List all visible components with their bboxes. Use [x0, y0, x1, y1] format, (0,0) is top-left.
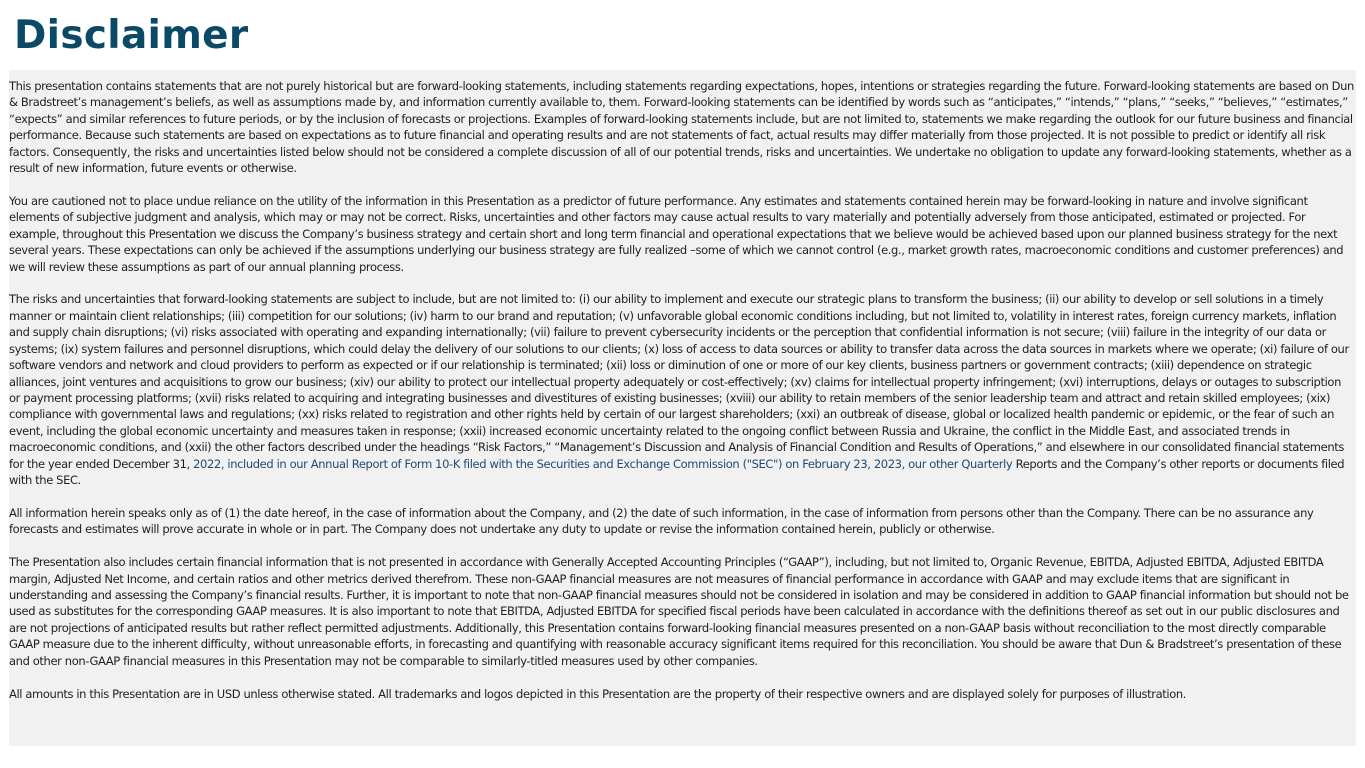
paragraph-information-date: All information herein speaks only as of (1) the date hereof, in the case of information about the Company, and (2) the date of such information, in the case of information from persons other than the Company. There can be no assurance any forecasts and estimates will prove accurate in whole or in part. The Company does not undertake any duty to update or revise the information contained herein, publicly or otherwise. [9, 505, 1314, 537]
paragraph-undue-reliance: You are cautioned not to place undue reliance on the utility of the information in this Presentation as a predictor of future performance. Any estimates and statements contained herein may be forward-looking in nature and involve significant elements of subjective judgment and analysis, which may or may not be correct. Risks, uncertainties and other factors may cause actual results to vary materially and potentially adversely from those anticipated, estimated or projected. For example, throughout this Presentation we discuss the Company’s business strategy and certain short and long term financial and operational expectations that we believe would be achieved based upon our planned business strategy for the next several years. These expectations can only be achieved if the assumptions underlying our business strategy are fully realized –some of which we cannot control (e.g., market growth rates, macroeconomic conditions and customer preferences) and we will review these assumptions as part of our annual planning process. [9, 193, 1344, 274]
sec-filing-reference: 2022, included in our Annual Report of Form 10-K filed with the Securities and Exchange Commission ("SEC") on February 23, 2023, our other Quarterly [193, 456, 1013, 471]
paragraph-forward-looking: This presentation contains statements that are not purely historical but are forward-looking statements, including statements regarding expectations, hopes, intentions or strategies regarding the future. Forward-looking statements are based on Dun & Bradstreet’s management’s beliefs, as well as assumptions made by, and information currently available to, them. Forward-looking statements can be identified by words such as “anticipates,” “intends,” “plans,” “seeks,” “believes,” “estimates,” “expects” and similar references to future periods, or by the inclusion of forecasts or projections. Examples of forward-looking statements include, but are not limited to, statements we make regarding the outlook for our future business and financial performance. Because such statements are based on expectations as to future financial and operating results and are not statements of fact, actual results may differ materially from those projected. It is not possible to predict or identify all risk factors. Consequently, the risks and uncertainties listed below should not be considered a complete discussion of all of our potential trends, risks and uncertainties. We undertake no obligation to update any forward-looking statements, whether as a result of new information, future events or otherwise. [9, 79, 1354, 176]
paragraph-non-gaap: The Presentation also includes certain financial information that is not presented in accordance with Generally Accepted Accounting Principles (“GAAP”), including, but not limited to, Organic Revenue, EBITDA, Adjusted EBITDA, Adjusted EBITDA margin, Adjusted Net Income, and certain ratios and other metrics derived therefrom. These non-GAAP financial measures are not measures of financial performance in accordance with GAAP and may exclude items that are significant in understanding and assessing the Company’s financial results. Further, it is important to note that non-GAAP financial measures should not be considered in isolation and may be considered in addition to GAAP financial information but should not be used as substitutes for the corresponding GAAP measures. It is also important to note that EBITDA, Adjusted EBITDA for specified fiscal periods have been calculated in accordance with the definitions thereof as set out in our public disclosures and are not projections of anticipated results but rather reflect permitted adjustments. Additionally, this Presentation contains forward-looking financial measures presented on a non-GAAP basis without reconciliation to the most directly comparable GAAP measure due to the inherent difficulty, without unreasonable efforts, in forecasting and quantifying with reasonable accuracy significant items required for this reconciliation. You should be aware that Dun & Bradstreet’s presentation of these and other non-GAAP financial measures in this Presentation may not be comparable to similarly-titled measures used by other companies. [9, 555, 1349, 668]
paragraph-risks-uncertainties [9, 291, 1354, 488]
risks-text: The risks and uncertainties that forward-looking statements are subject to include, but are not limited to: (i) our ability to implement and execute our strategic plans to transform the business; (ii) our ability to develop or sell solutions in a timely manner or maintain client relationships; (iii) competition for our solutions; (iv) harm to our brand and reputation; (v) unfavorable global economic conditions including, but not limited to, volatility in interest rates, foreign currency markets, inflation and supply chain disruptions; (vi) risks associated with operating and expanding internationally; (vii) failure to prevent cybersecurity incidents or the perception that confidential information is not secure; (viii) failure in the integrity of our data or systems; (ix) system failures and personnel disruptions, which could delay the delivery of our solutions to our clients; (x) loss of access to data sources or ability to transfer data across the data sources in markets where we operate; (xi) failure of our software vendors and network and cloud providers to perform as expected or if our relationship is terminated; (xii) loss or diminution of one or more of our key clients, business partners or government contracts; (xiii) dependence on strategic alliances, joint ventures and acquisitions to grow our business; (xiv) our ability to protect our intellectual property adequately or cost-effectively; (xv) claims for intellectual property infringement; (xvi) interruptions, delays or outages to subscription or payment processing platforms; (xvii) risks related to acquiring and integrating businesses and divestitures of existing businesses; (xviii) our ability to retain members of the senior leadership team and attract and retain skilled employees; (xix) compliance with governmental laws and regulations; (xx) risks related to registration and other rights held by certain of our largest shareholders; (xxi) an outbreak of disease, global or localized health pandemic or epidemic, or the fear of such an event, including the global economic uncertainty and measures taken in response; (xxii) increased economic uncertainty related to the ongoing conflict between Russia and Ukraine, the conflict in the Middle East, and associated trends in macroeconomic conditions, and (xxii) the other factors described under the headings “Risk Factors,” “Management’s Discussion and Analysis of Financial Condition and Results of Operations,” and elsewhere in our consolidated financial statements for the year ended December 31, [9, 292, 1349, 471]
page-title: Disclaimer [14, 13, 249, 58]
disclaimer-panel [9, 70, 1356, 746]
paragraph-currency-trademarks: All amounts in this Presentation are in USD unless otherwise stated. All trademarks and logos depicted in this Presentation are the property of their respective owners and are displayed solely for purposes of illustration. [9, 686, 1187, 701]
risks-text-end: Reports and the Company’s other reports or documents filed with the SEC. [9, 456, 1345, 487]
